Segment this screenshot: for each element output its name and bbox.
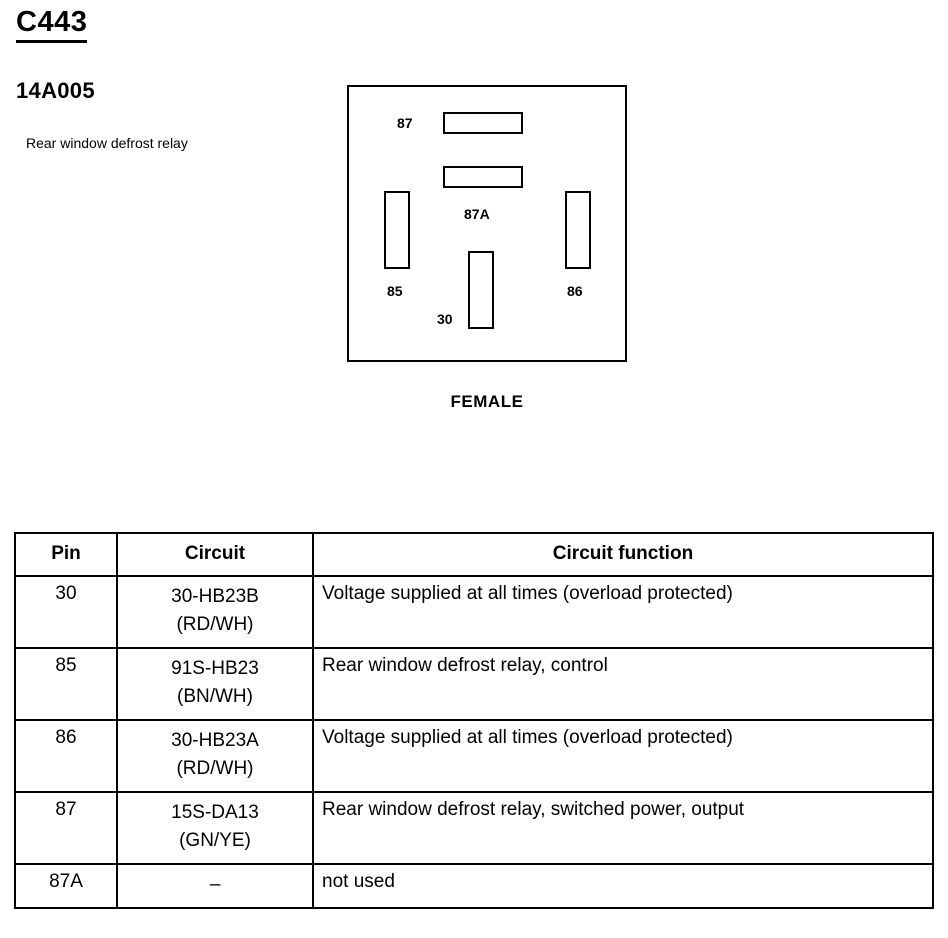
part-number: 14A005 [16, 78, 95, 103]
table-row [15, 864, 933, 908]
cell-circuit [117, 792, 313, 864]
cell-circuit-function: Rear window defrost relay, switched power, output [313, 792, 933, 864]
cell-pin: 85 [15, 648, 117, 720]
column-header-circuit-function: Circuit function [313, 533, 933, 576]
cell-circuit-function: Rear window defrost relay, control [313, 648, 933, 720]
table-row [15, 720, 933, 792]
cavity-label-87a: 87A [464, 206, 490, 222]
cell-pin: 30 [15, 576, 117, 648]
circuit-code: 91S-HB23 [171, 658, 259, 679]
cell-circuit-function: Voltage supplied at all times (overload protected) [313, 576, 933, 648]
table-header-row [15, 533, 933, 576]
cavity-87 [443, 112, 523, 134]
cavity-label-85: 85 [387, 283, 403, 299]
circuit-code: 30-HB23B [171, 586, 259, 607]
cell-pin: 86 [15, 720, 117, 792]
circuit-color: (RD/WH) [176, 758, 254, 779]
cavity-label-30: 30 [437, 311, 453, 327]
circuit-code: – [209, 874, 221, 895]
cell-circuit-function: Voltage supplied at all times (overload protected) [313, 720, 933, 792]
connector-face-diagram [347, 85, 627, 362]
cavity-label-87: 87 [397, 115, 413, 131]
circuit-code: 15S-DA13 [171, 802, 259, 823]
cell-pin: 87 [15, 792, 117, 864]
cell-circuit [117, 576, 313, 648]
pinout-table [14, 532, 934, 909]
connector-id-title: C443 [16, 6, 87, 43]
cell-circuit [117, 864, 313, 908]
cavity-87a [443, 166, 523, 188]
cavity-label-86: 86 [567, 283, 583, 299]
circuit-color: (GN/YE) [179, 830, 251, 851]
component-description: Rear window defrost relay [26, 135, 188, 151]
cell-pin: 87A [15, 864, 117, 908]
column-header-circuit: Circuit [117, 533, 313, 576]
cell-circuit [117, 720, 313, 792]
cell-circuit [117, 648, 313, 720]
cavity-86 [565, 191, 591, 269]
circuit-code: 30-HB23A [171, 730, 259, 751]
cavity-30 [468, 251, 494, 329]
circuit-color: (RD/WH) [176, 614, 254, 635]
cavity-85 [384, 191, 410, 269]
connector-gender-label: FEMALE [450, 392, 524, 411]
cell-circuit-function: not used [313, 864, 933, 908]
table-row [15, 648, 933, 720]
circuit-color: (BN/WH) [177, 686, 253, 707]
table-row [15, 792, 933, 864]
table-row [15, 576, 933, 648]
column-header-pin: Pin [15, 533, 117, 576]
